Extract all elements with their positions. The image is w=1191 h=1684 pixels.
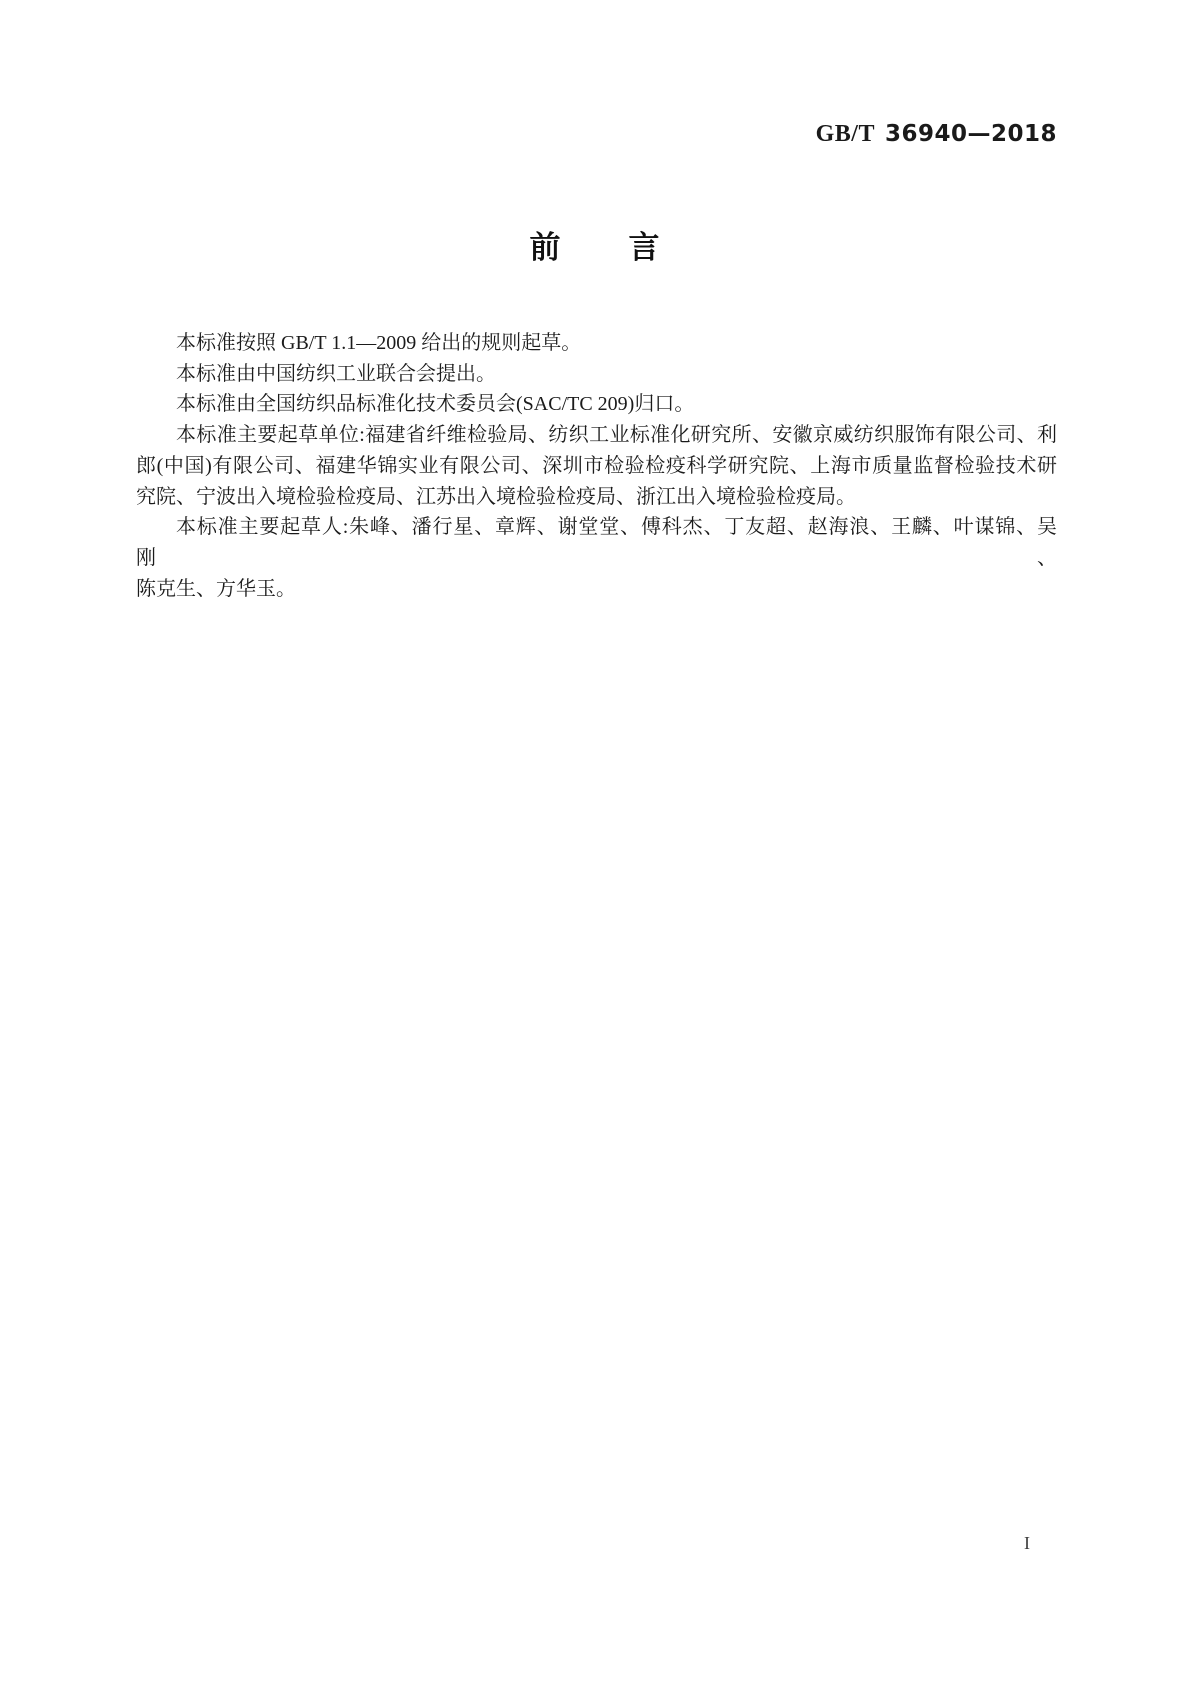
paragraph — [136, 420, 1057, 512]
paragraph — [136, 328, 1057, 359]
paragraph — [136, 389, 1057, 420]
text-line: 本标准由中国纺织工业联合会提出。 — [176, 362, 496, 385]
text-line: 陈克生、方华玉。 — [136, 577, 296, 600]
page-number: I — [1024, 1533, 1030, 1553]
text-line: 本标准主要起草单位:福建省纤维检验局、纺织工业标准化研究所、安徽京威纺织服饰有限公司、利 — [176, 424, 1057, 447]
text-line: 本标准由全国纺织品标准化技术委员会(SAC/TC 209)归口。 — [176, 393, 695, 416]
foreword-body — [136, 328, 1057, 604]
text-line: 本标准主要起草人:朱峰、潘行星、章辉、谢堂堂、傅科杰、丁友超、赵海浪、王麟、叶谋锦、吴刚、 — [136, 516, 1057, 569]
text-line: 本标准按照 GB/T 1.1—2009 给出的规则起草。 — [176, 332, 582, 354]
paragraph — [136, 359, 1057, 390]
text-line: 郎(中国)有限公司、福建华锦实业有限公司、深圳市检验检疫科学研究院、上海市质量监督检验技术研 — [136, 454, 1057, 477]
standard-code-prefix: GB/T — [815, 121, 875, 147]
standard-code — [816, 120, 1057, 151]
paragraph — [136, 512, 1057, 604]
text-line: 究院、宁波出入境检验检疫局、江苏出入境检验检疫局、浙江出入境检验检疫局。 — [136, 485, 856, 508]
page-title: 前 言 — [529, 230, 662, 266]
standard-code-number: 36940—2018 — [884, 121, 1057, 147]
